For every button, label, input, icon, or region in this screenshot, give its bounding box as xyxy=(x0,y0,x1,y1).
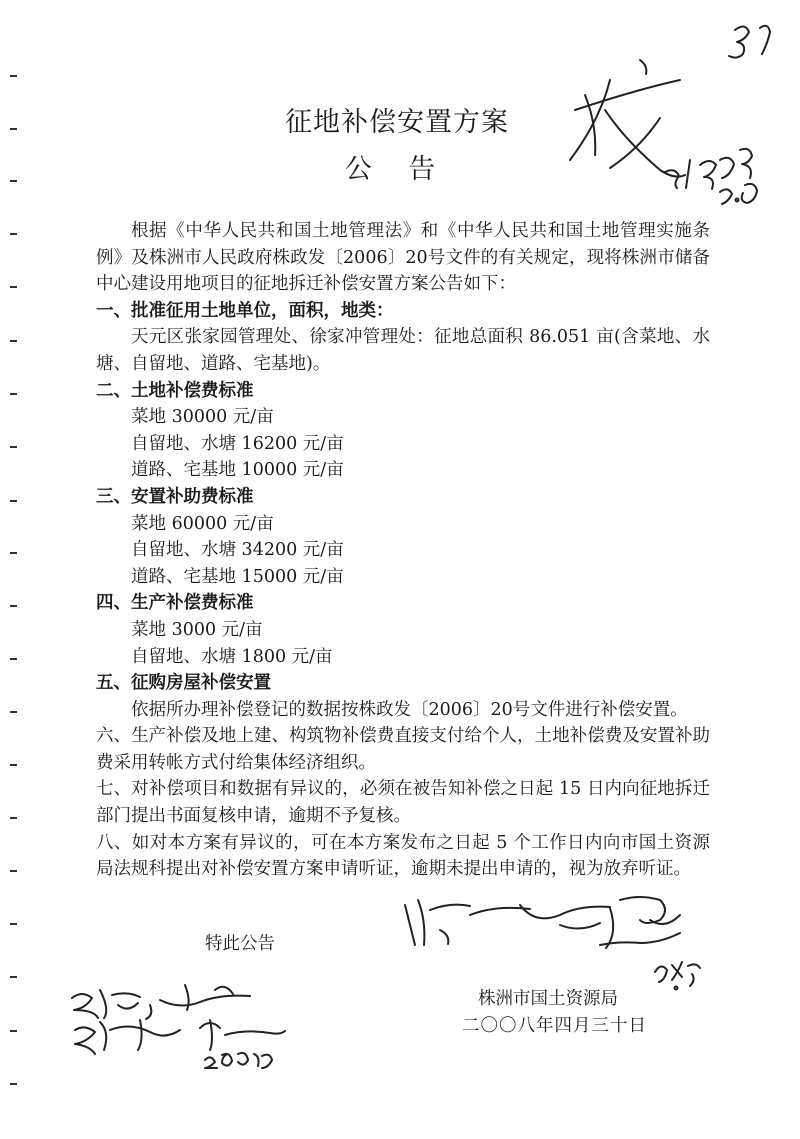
section-4-line: 菜地 3000 元/亩 xyxy=(131,619,263,640)
punch-mark xyxy=(10,976,17,978)
section-1-heading: 一、批准征用土地单位，面积，地类： xyxy=(96,300,394,321)
section-5-text: 依据所办理补偿登记的数据按株政发〔2006〕20号文件进行补偿安置。 xyxy=(131,699,688,720)
section-7-text: 七、对补偿项目和数据有异议的，必须在被告知补偿之日起 15 日内向征地拆迁部门提出书面复核申请，逾期不予复核。 xyxy=(96,779,710,827)
section-2-line: 菜地 30000 元/亩 xyxy=(131,407,274,428)
punch-mark xyxy=(10,75,17,77)
punch-mark xyxy=(10,1083,17,1085)
issue-date: 二〇〇八年四月三十日 xyxy=(462,1016,647,1036)
punch-mark xyxy=(10,233,17,235)
punch-mark xyxy=(10,605,17,607)
section-2-line: 道路、宅基地 10000 元/亩 xyxy=(131,460,344,481)
punch-mark xyxy=(10,286,17,288)
punch-mark xyxy=(10,817,17,819)
section-4-line: 自留地、水塘 1800 元/亩 xyxy=(131,646,333,667)
punch-mark xyxy=(10,393,17,395)
section-1-text: 天元区张家园管理处、徐家冲管理处：征地总面积 86.051 亩(含菜地、水塘、自留地、道路、宅基地)。 xyxy=(96,327,710,374)
punch-mark xyxy=(10,446,17,448)
section-3-line: 道路、宅基地 15000 元/亩 xyxy=(131,566,344,587)
punch-mark xyxy=(10,340,17,342)
section-5-heading: 五、征购房屋补偿安置 xyxy=(96,673,271,694)
punch-mark xyxy=(10,552,17,554)
punch-mark xyxy=(10,764,17,766)
closing-notice: 特此公告 xyxy=(205,934,275,954)
section-3-line: 自留地、水塘 34200 元/亩 xyxy=(131,540,344,561)
document-title: 征地补偿安置方案 xyxy=(285,107,509,138)
section-8-text: 八、如对本方案有异议的，可在本方案发布之日起 5 个工作日内向市国土资源局法规科提出对补偿安置方案申请听证，逾期未提出申请的，视为放弃听证。 xyxy=(96,832,710,880)
punch-mark xyxy=(10,870,17,872)
section-3-line: 菜地 60000 元/亩 xyxy=(131,513,274,534)
section-6-text: 六、生产补偿及地上建、构筑物补偿费直接支付给个人，土地补偿费及安置补助费采用转帐方式付给集体经济组织。 xyxy=(96,726,710,773)
handwritten-review-note xyxy=(405,897,700,990)
handwritten-drafter-signatures xyxy=(72,985,285,1068)
punch-mark xyxy=(10,500,17,502)
punch-mark xyxy=(10,1030,17,1032)
intro-paragraph: 根据《中华人民共和国土地管理法》和《中华人民共和国土地管理实施条例》及株洲市人民政府株政发〔2006〕20号文件的有关规定，现将株洲市储备中心建设用地项目的征地拆迁补偿安置方案公告如下： xyxy=(96,221,710,295)
issuer-name: 株洲市国土资源局 xyxy=(478,989,618,1009)
section-3-heading: 三、安置补助费标准 xyxy=(96,486,254,507)
punch-mark xyxy=(10,711,17,713)
section-2-heading: 二、土地补偿费标准 xyxy=(96,380,254,401)
punch-mark xyxy=(10,923,17,925)
section-4-heading: 四、生产补偿费标准 xyxy=(96,593,254,614)
document-subtitle: 公 告 xyxy=(344,154,450,185)
section-2-line: 自留地、水塘 16200 元/亩 xyxy=(131,433,344,454)
punch-mark xyxy=(10,658,17,660)
document-body xyxy=(96,218,710,883)
handwritten-page-number xyxy=(729,26,770,58)
